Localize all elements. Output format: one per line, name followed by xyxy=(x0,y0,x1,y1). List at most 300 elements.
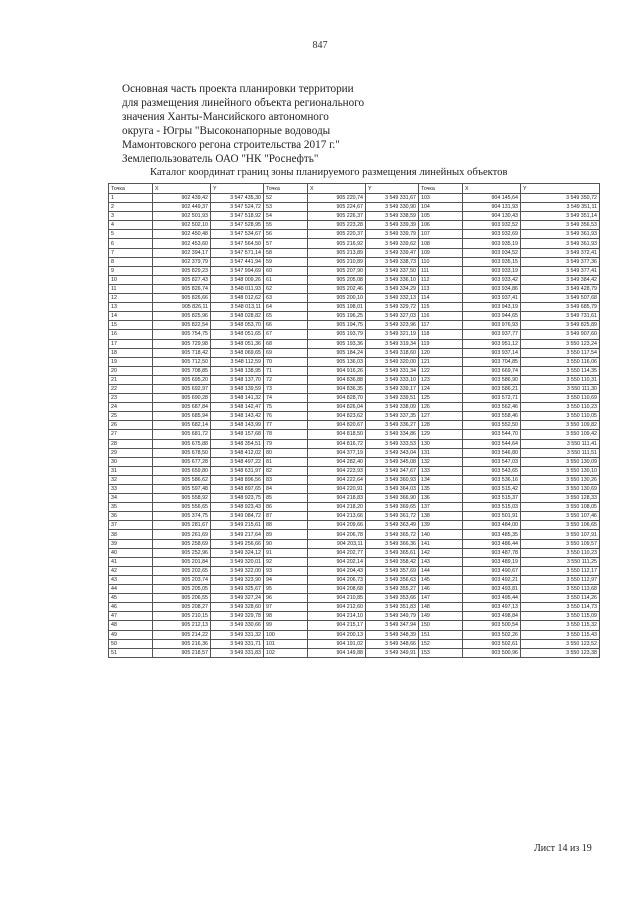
header-y: Y xyxy=(211,184,264,194)
table-row xyxy=(109,321,600,330)
x-coordinate: 903 544,70 xyxy=(463,430,521,439)
table-row xyxy=(109,357,600,366)
point-number: 153 xyxy=(419,648,463,657)
y-coordinate: 3 549 323,96 xyxy=(366,321,419,330)
table-row xyxy=(109,485,600,494)
y-coordinate: 3 548 139,59 xyxy=(211,384,264,393)
header-x: X xyxy=(153,184,211,194)
x-coordinate: 905 218,57 xyxy=(153,648,211,657)
x-coordinate: 904 377,19 xyxy=(308,448,366,457)
x-coordinate: 903 586,21 xyxy=(463,384,521,393)
y-coordinate: 3 549 333,53 xyxy=(366,439,419,448)
point-number: 42 xyxy=(109,566,153,575)
y-coordinate: 3 550 123,38 xyxy=(521,648,600,657)
point-number: 76 xyxy=(264,412,308,421)
point-number: 141 xyxy=(419,539,463,548)
point-number: 145 xyxy=(419,575,463,584)
point-number: 82 xyxy=(264,466,308,475)
x-coordinate: 904 130,43 xyxy=(463,212,521,221)
y-coordinate: 3 548 142,47 xyxy=(211,403,264,412)
x-coordinate: 903 934,86 xyxy=(463,284,521,293)
point-number: 2 xyxy=(109,203,153,212)
x-coordinate: 905 214,22 xyxy=(153,630,211,639)
y-coordinate: 3 549 084,72 xyxy=(211,512,264,521)
point-number: 97 xyxy=(264,603,308,612)
y-coordinate: 3 550 115,43 xyxy=(521,630,600,639)
x-coordinate: 904 206,73 xyxy=(308,575,366,584)
y-coordinate: 3 550 128,33 xyxy=(521,494,600,503)
y-coordinate: 3 549 325,67 xyxy=(211,585,264,594)
table-row xyxy=(109,585,600,594)
y-coordinate: 3 550 114,35 xyxy=(521,366,600,375)
point-number: 24 xyxy=(109,403,153,412)
x-coordinate: 905 708,85 xyxy=(153,366,211,375)
point-number: 122 xyxy=(419,366,463,375)
point-number: 53 xyxy=(264,203,308,212)
y-coordinate: 3 549 907,60 xyxy=(521,330,600,339)
point-number: 67 xyxy=(264,330,308,339)
point-number: 130 xyxy=(419,439,463,448)
x-coordinate: 905 193,36 xyxy=(308,339,366,348)
y-coordinate: 3 550 123,24 xyxy=(521,339,600,348)
point-number: 21 xyxy=(109,375,153,384)
point-number: 20 xyxy=(109,366,153,375)
table-row xyxy=(109,203,600,212)
point-number: 47 xyxy=(109,612,153,621)
point-number: 15 xyxy=(109,321,153,330)
x-coordinate: 903 943,19 xyxy=(463,303,521,312)
x-coordinate: 905 681,72 xyxy=(153,430,211,439)
x-coordinate: 905 136,03 xyxy=(308,357,366,366)
x-coordinate: 904 202,77 xyxy=(308,548,366,557)
point-number: 144 xyxy=(419,566,463,575)
y-coordinate: 3 549 333,10 xyxy=(366,375,419,384)
point-number: 18 xyxy=(109,348,153,357)
x-coordinate: 903 935,15 xyxy=(463,257,521,266)
y-coordinate: 3 549 356,63 xyxy=(366,575,419,584)
point-number: 119 xyxy=(419,339,463,348)
point-number: 74 xyxy=(264,394,308,403)
y-coordinate: 3 549 361,93 xyxy=(521,239,600,248)
x-coordinate: 904 222,64 xyxy=(308,475,366,484)
point-number: 34 xyxy=(109,494,153,503)
point-number: 8 xyxy=(109,257,153,266)
point-number: 28 xyxy=(109,439,153,448)
y-coordinate: 3 549 339,39 xyxy=(366,221,419,230)
point-number: 117 xyxy=(419,321,463,330)
y-coordinate: 3 550 111,25 xyxy=(521,557,600,566)
point-number: 109 xyxy=(419,248,463,257)
x-coordinate: 904 210,85 xyxy=(308,594,366,603)
x-coordinate: 904 816,72 xyxy=(308,439,366,448)
x-coordinate: 905 597,48 xyxy=(153,485,211,494)
x-coordinate: 905 822,54 xyxy=(153,321,211,330)
document-heading xyxy=(122,82,482,166)
table-row xyxy=(109,366,600,375)
point-number: 111 xyxy=(419,266,463,275)
x-coordinate: 903 935,19 xyxy=(463,239,521,248)
point-number: 121 xyxy=(419,357,463,366)
y-coordinate: 3 549 319,34 xyxy=(366,339,419,348)
x-coordinate: 905 687,84 xyxy=(153,403,211,412)
y-coordinate: 3 550 130,26 xyxy=(521,475,600,484)
y-coordinate: 3 549 338,59 xyxy=(366,212,419,221)
heading-line: Землепользователь ОАО "НК "Роснефть" xyxy=(122,153,319,165)
x-coordinate: 902 453,60 xyxy=(153,239,211,248)
y-coordinate: 3 548 143,42 xyxy=(211,412,264,421)
y-coordinate: 3 550 110,05 xyxy=(521,412,600,421)
y-coordinate: 3 549 337,35 xyxy=(366,412,419,421)
point-number: 25 xyxy=(109,412,153,421)
y-coordinate: 3 548 497,22 xyxy=(211,457,264,466)
point-number: 106 xyxy=(419,221,463,230)
point-number: 126 xyxy=(419,403,463,412)
y-coordinate: 3 549 347,67 xyxy=(366,466,419,475)
point-number: 37 xyxy=(109,521,153,530)
point-number: 110 xyxy=(419,257,463,266)
y-coordinate: 3 549 331,32 xyxy=(211,630,264,639)
y-coordinate: 3 550 110,69 xyxy=(521,394,600,403)
x-coordinate: 903 500,54 xyxy=(463,621,521,630)
x-coordinate: 904 282,40 xyxy=(308,457,366,466)
y-coordinate: 3 547 528,95 xyxy=(211,221,264,230)
table-row xyxy=(109,639,600,648)
y-coordinate: 3 550 114,26 xyxy=(521,594,600,603)
point-number: 46 xyxy=(109,603,153,612)
table-row xyxy=(109,239,600,248)
point-number: 152 xyxy=(419,639,463,648)
header-y: Y xyxy=(521,184,600,194)
x-coordinate: 902 449,37 xyxy=(153,203,211,212)
point-number: 35 xyxy=(109,503,153,512)
x-coordinate: 905 194,75 xyxy=(308,321,366,330)
point-number: 150 xyxy=(419,621,463,630)
point-number: 6 xyxy=(109,239,153,248)
point-number: 90 xyxy=(264,539,308,548)
y-coordinate: 3 547 518,92 xyxy=(211,212,264,221)
point-number: 13 xyxy=(109,303,153,312)
x-coordinate: 904 823,62 xyxy=(308,412,366,421)
y-coordinate: 3 550 106,65 xyxy=(521,521,600,530)
x-coordinate: 904 206,78 xyxy=(308,530,366,539)
x-coordinate: 905 202,46 xyxy=(308,284,366,293)
x-coordinate: 904 204,43 xyxy=(308,566,366,575)
x-coordinate: 904 820,67 xyxy=(308,421,366,430)
point-number: 17 xyxy=(109,339,153,348)
y-coordinate: 3 548 009,26 xyxy=(211,275,264,284)
x-coordinate: 903 515,03 xyxy=(463,503,521,512)
x-coordinate: 903 937,41 xyxy=(463,294,521,303)
point-number: 9 xyxy=(109,266,153,275)
x-coordinate: 905 207,90 xyxy=(308,266,366,275)
y-coordinate: 3 549 321,19 xyxy=(366,330,419,339)
table-row xyxy=(109,621,600,630)
x-coordinate: 903 500,96 xyxy=(463,648,521,657)
point-number: 16 xyxy=(109,330,153,339)
point-number: 1 xyxy=(109,194,153,203)
point-number: 124 xyxy=(419,384,463,393)
header-x: X xyxy=(463,184,521,194)
y-coordinate: 3 548 137,70 xyxy=(211,375,264,384)
y-coordinate: 3 547 435,30 xyxy=(211,194,264,203)
x-coordinate: 902 394,17 xyxy=(153,248,211,257)
y-coordinate: 3 549 369,65 xyxy=(366,503,419,512)
table-row xyxy=(109,430,600,439)
x-coordinate: 905 216,92 xyxy=(308,239,366,248)
point-number: 33 xyxy=(109,485,153,494)
y-coordinate: 3 549 339,79 xyxy=(366,230,419,239)
table-row xyxy=(109,348,600,357)
y-coordinate: 3 549 356,53 xyxy=(521,221,600,230)
point-number: 108 xyxy=(419,239,463,248)
table-row xyxy=(109,266,600,275)
y-coordinate: 3 550 123,52 xyxy=(521,639,600,648)
y-coordinate: 3 549 331,71 xyxy=(211,639,264,648)
y-coordinate: 3 549 217,64 xyxy=(211,530,264,539)
table-row xyxy=(109,339,600,348)
y-coordinate: 3 550 130,10 xyxy=(521,466,600,475)
x-coordinate: 903 497,13 xyxy=(463,603,521,612)
y-coordinate: 3 549 334,86 xyxy=(366,430,419,439)
x-coordinate: 903 489,19 xyxy=(463,557,521,566)
y-coordinate: 3 549 361,72 xyxy=(366,512,419,521)
sheet-number: Лист 14 из 19 xyxy=(534,843,592,854)
y-coordinate: 3 549 365,72 xyxy=(366,530,419,539)
y-coordinate: 3 550 115,09 xyxy=(521,612,600,621)
table-row xyxy=(109,475,600,484)
y-coordinate: 3 549 323,90 xyxy=(211,575,264,584)
x-coordinate: 905 210,89 xyxy=(308,257,366,266)
y-coordinate: 3 549 327,24 xyxy=(211,594,264,603)
y-coordinate: 3 550 130,69 xyxy=(521,485,600,494)
y-coordinate: 3 548 354,51 xyxy=(211,439,264,448)
point-number: 131 xyxy=(419,448,463,457)
x-coordinate: 903 502,61 xyxy=(463,639,521,648)
y-coordinate: 3 549 331,67 xyxy=(366,194,419,203)
table-row xyxy=(109,512,600,521)
table-row xyxy=(109,230,600,239)
y-coordinate: 3 548 053,70 xyxy=(211,321,264,330)
header-y: Y xyxy=(366,184,419,194)
y-coordinate: 3 550 112,17 xyxy=(521,566,600,575)
point-number: 143 xyxy=(419,557,463,566)
y-coordinate: 3 549 334,29 xyxy=(366,284,419,293)
y-coordinate: 3 549 336,27 xyxy=(366,421,419,430)
y-coordinate: 3 549 507,68 xyxy=(521,294,600,303)
point-number: 39 xyxy=(109,539,153,548)
y-coordinate: 3 550 112,97 xyxy=(521,575,600,584)
point-number: 104 xyxy=(419,203,463,212)
x-coordinate: 905 220,74 xyxy=(308,194,366,203)
table-row xyxy=(109,212,600,221)
y-coordinate: 3 549 343,04 xyxy=(366,448,419,457)
x-coordinate: 903 495,44 xyxy=(463,594,521,603)
point-number: 135 xyxy=(419,485,463,494)
x-coordinate: 903 543,65 xyxy=(463,466,521,475)
x-coordinate: 904 209,66 xyxy=(308,521,366,530)
point-number: 4 xyxy=(109,221,153,230)
y-coordinate: 3 549 685,79 xyxy=(521,303,600,312)
header-x: X xyxy=(308,184,366,194)
x-coordinate: 904 214,10 xyxy=(308,612,366,621)
point-number: 40 xyxy=(109,548,153,557)
point-number: 65 xyxy=(264,312,308,321)
y-coordinate: 3 548 069,65 xyxy=(211,348,264,357)
point-number: 48 xyxy=(109,621,153,630)
point-number: 72 xyxy=(264,375,308,384)
x-coordinate: 905 826,11 xyxy=(153,303,211,312)
point-number: 69 xyxy=(264,348,308,357)
y-coordinate: 3 549 366,36 xyxy=(366,539,419,548)
point-number: 103 xyxy=(419,194,463,203)
point-number: 61 xyxy=(264,275,308,284)
y-coordinate: 3 549 348,39 xyxy=(366,630,419,639)
point-number: 79 xyxy=(264,439,308,448)
x-coordinate: 904 836,88 xyxy=(308,375,366,384)
point-number: 43 xyxy=(109,575,153,584)
x-coordinate: 905 695,20 xyxy=(153,375,211,384)
x-coordinate: 905 220,37 xyxy=(308,230,366,239)
y-coordinate: 3 548 051,36 xyxy=(211,339,264,348)
y-coordinate: 3 549 377,36 xyxy=(521,257,600,266)
point-number: 29 xyxy=(109,448,153,457)
y-coordinate: 3 550 130,09 xyxy=(521,457,600,466)
y-coordinate: 3 549 322,00 xyxy=(211,566,264,575)
y-coordinate: 3 549 338,09 xyxy=(366,403,419,412)
point-number: 88 xyxy=(264,521,308,530)
table-row xyxy=(109,575,600,584)
x-coordinate: 902 450,48 xyxy=(153,230,211,239)
point-number: 114 xyxy=(419,294,463,303)
x-coordinate: 905 201,84 xyxy=(153,557,211,566)
x-coordinate: 903 487,78 xyxy=(463,548,521,557)
y-coordinate: 3 549 339,17 xyxy=(366,384,419,393)
y-coordinate: 3 549 348,66 xyxy=(366,639,419,648)
coordinates-table xyxy=(108,183,600,658)
y-coordinate: 3 548 923,43 xyxy=(211,503,264,512)
x-coordinate: 905 224,67 xyxy=(308,203,366,212)
x-coordinate: 903 484,00 xyxy=(463,521,521,530)
point-number: 137 xyxy=(419,503,463,512)
point-number: 56 xyxy=(264,230,308,239)
point-number: 133 xyxy=(419,466,463,475)
point-number: 142 xyxy=(419,548,463,557)
point-number: 64 xyxy=(264,303,308,312)
point-number: 151 xyxy=(419,630,463,639)
y-coordinate: 3 550 109,42 xyxy=(521,430,600,439)
x-coordinate: 905 205,05 xyxy=(153,585,211,594)
x-coordinate: 903 669,74 xyxy=(463,366,521,375)
x-coordinate: 903 490,67 xyxy=(463,566,521,575)
table-row xyxy=(109,594,600,603)
x-coordinate: 903 536,16 xyxy=(463,475,521,484)
point-number: 123 xyxy=(419,375,463,384)
point-number: 50 xyxy=(109,639,153,648)
table-row xyxy=(109,248,600,257)
y-coordinate: 3 549 355,27 xyxy=(366,585,419,594)
y-coordinate: 3 550 109,82 xyxy=(521,421,600,430)
point-number: 115 xyxy=(419,303,463,312)
point-number: 94 xyxy=(264,575,308,584)
x-coordinate: 905 692,97 xyxy=(153,384,211,393)
y-coordinate: 3 548 011,93 xyxy=(211,284,264,293)
point-number: 45 xyxy=(109,594,153,603)
point-number: 55 xyxy=(264,221,308,230)
point-number: 10 xyxy=(109,275,153,284)
x-coordinate: 903 547,03 xyxy=(463,457,521,466)
point-number: 101 xyxy=(264,639,308,648)
y-coordinate: 3 549 330,90 xyxy=(366,203,419,212)
point-number: 107 xyxy=(419,230,463,239)
x-coordinate: 903 498,84 xyxy=(463,612,521,621)
x-coordinate: 905 729,98 xyxy=(153,339,211,348)
x-coordinate: 905 210,15 xyxy=(153,612,211,621)
x-coordinate: 905 203,74 xyxy=(153,575,211,584)
point-number: 77 xyxy=(264,421,308,430)
point-number: 73 xyxy=(264,384,308,393)
x-coordinate: 905 682,14 xyxy=(153,421,211,430)
y-coordinate: 3 549 339,51 xyxy=(366,394,419,403)
y-coordinate: 3 549 384,42 xyxy=(521,275,600,284)
point-number: 81 xyxy=(264,457,308,466)
point-number: 62 xyxy=(264,284,308,293)
header-point: Точка xyxy=(264,184,308,194)
table-row xyxy=(109,384,600,393)
point-number: 84 xyxy=(264,485,308,494)
y-coordinate: 3 549 731,61 xyxy=(521,312,600,321)
point-number: 86 xyxy=(264,503,308,512)
x-coordinate: 904 149,88 xyxy=(308,648,366,657)
y-coordinate: 3 549 366,90 xyxy=(366,494,419,503)
x-coordinate: 904 200,13 xyxy=(308,630,366,639)
x-coordinate: 905 558,92 xyxy=(153,494,211,503)
x-coordinate: 903 486,44 xyxy=(463,539,521,548)
table-row xyxy=(109,439,600,448)
table-row xyxy=(109,403,600,412)
table-row xyxy=(109,612,600,621)
y-coordinate: 3 550 109,57 xyxy=(521,539,600,548)
y-coordinate: 3 549 324,12 xyxy=(211,548,264,557)
y-coordinate: 3 548 112,59 xyxy=(211,357,264,366)
y-coordinate: 3 549 336,10 xyxy=(366,275,419,284)
x-coordinate: 905 690,28 xyxy=(153,394,211,403)
y-coordinate: 3 549 351,11 xyxy=(521,203,600,212)
point-number: 26 xyxy=(109,421,153,430)
x-coordinate: 904 218,83 xyxy=(308,494,366,503)
point-number: 100 xyxy=(264,630,308,639)
x-coordinate: 904 202,14 xyxy=(308,557,366,566)
x-coordinate: 903 934,52 xyxy=(463,248,521,257)
table-row xyxy=(109,503,600,512)
x-coordinate: 905 216,36 xyxy=(153,639,211,648)
table-row xyxy=(109,312,600,321)
point-number: 134 xyxy=(419,475,463,484)
point-number: 85 xyxy=(264,494,308,503)
x-coordinate: 905 196,25 xyxy=(308,312,366,321)
x-coordinate: 902 439,42 xyxy=(153,194,211,203)
y-coordinate: 3 547 994,69 xyxy=(211,266,264,275)
x-coordinate: 905 281,67 xyxy=(153,521,211,530)
x-coordinate: 903 976,93 xyxy=(463,321,521,330)
y-coordinate: 3 548 138,95 xyxy=(211,366,264,375)
y-coordinate: 3 549 327,03 xyxy=(366,312,419,321)
x-coordinate: 905 208,27 xyxy=(153,603,211,612)
point-number: 91 xyxy=(264,548,308,557)
point-number: 118 xyxy=(419,330,463,339)
y-coordinate: 3 547 441,94 xyxy=(211,257,264,266)
x-coordinate: 905 678,50 xyxy=(153,448,211,457)
point-number: 136 xyxy=(419,494,463,503)
